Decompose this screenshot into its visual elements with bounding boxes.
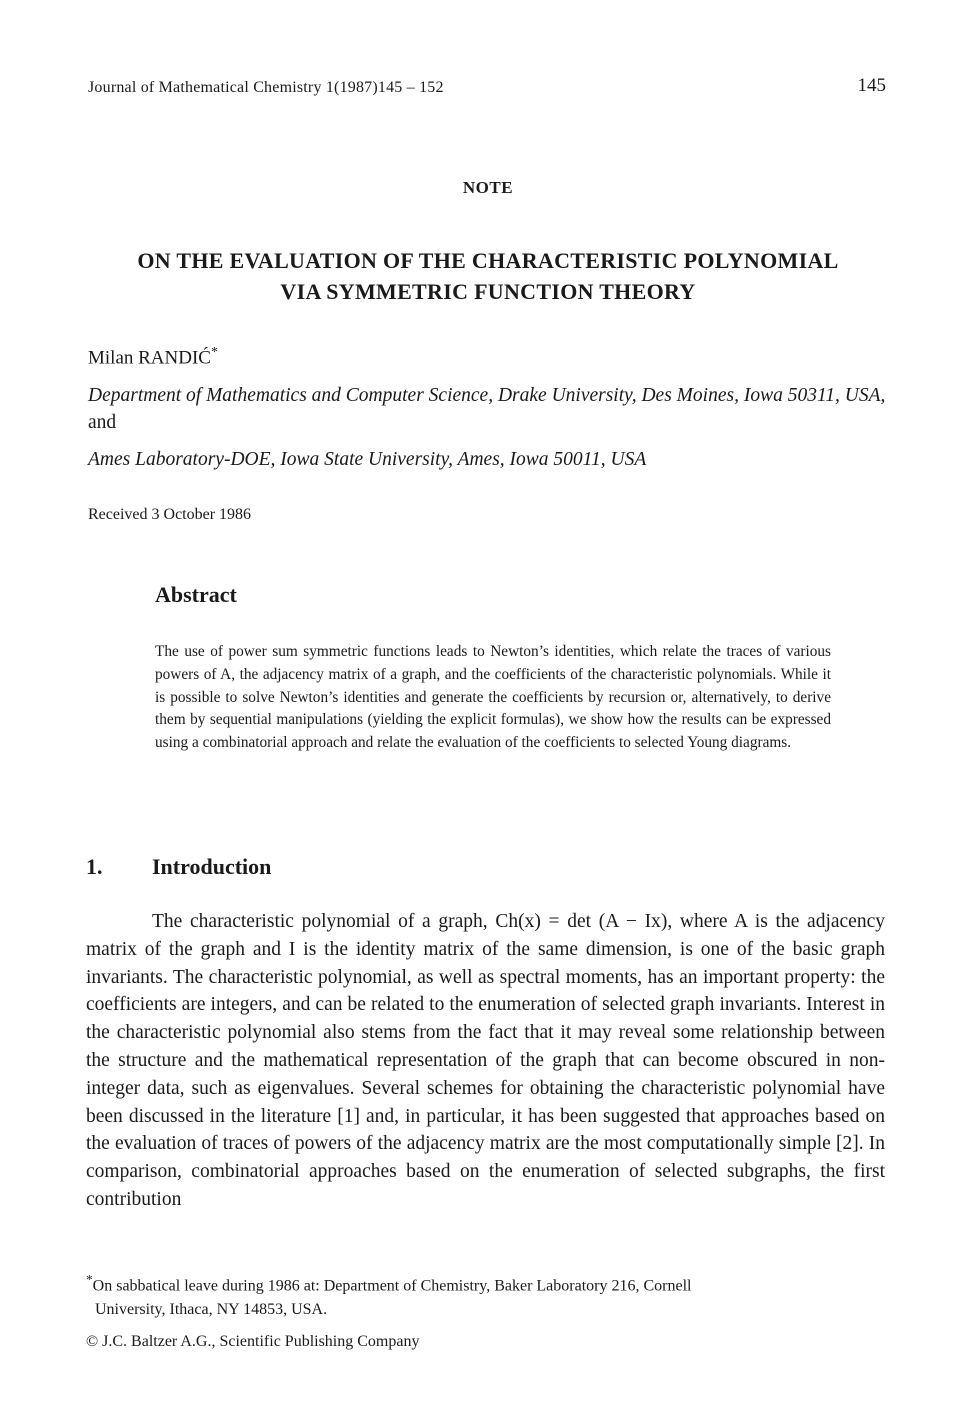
- footnote-line-2: University, Ithaca, NY 14853, USA.: [95, 1301, 328, 1319]
- affiliation-1: [88, 382, 888, 436]
- page-number: 145: [857, 75, 886, 96]
- author-footnote-mark: *: [210, 345, 218, 360]
- paper-title: [60, 245, 916, 307]
- title-line-1: ON THE EVALUATION OF THE CHARACTERISTIC POLYNOMIAL: [137, 248, 839, 273]
- received-date: Received 3 October 1986: [88, 506, 252, 523]
- section-title: Introduction: [152, 854, 272, 879]
- section-number: 1.: [86, 854, 103, 879]
- author: [88, 345, 218, 369]
- running-head: Journal of Mathematical Chemistry 1(1987)145 – 152: [88, 79, 444, 96]
- introduction-paragraph: The characteristic polynomial of a graph, Ch(x) = det (A − Ix), where A is the adjacency matrix of the graph and I is the identity matrix of the same dimension, is one of the basic graph invariants. The characteristic polynomial, as well as spectral moments, has an important property: the coefficients are integers, and can be related to the enumeration of selected graph invariants. Interest in the characteristic polynomial also stems from the fact that it may reveal some relationship between the structure and the mathematical representation of the graph that can become obscured in non-integer data, such as eigenvalues. Several schemes for obtaining the characteristic polynomial have been discussed in the literature [1] and, in particular, it has been suggested that approaches based on the evaluation of traces of powers of the adjacency matrix are the most computationally simple [2]. In comparison, combinatorial approaches based on the enumeration of selected subgraphs, the first contribution: [86, 911, 885, 1210]
- affiliation-1-text: Department of Mathematics and Computer Science, Drake University, Des Moines, Iowa 50311, USA,: [88, 385, 886, 406]
- copyright: © J.C. Baltzer A.G., Scientific Publishing Company: [86, 1333, 420, 1350]
- footnote-mark: *: [86, 1272, 93, 1287]
- footnote: [86, 1268, 888, 1322]
- abstract-heading: Abstract: [155, 582, 237, 607]
- author-name: Milan RANDIĆ: [88, 347, 211, 369]
- note-label: NOTE: [462, 178, 514, 197]
- affiliation-2: Ames Laboratory-DOE, Iowa State University, Ames, Iowa 50011, USA: [88, 449, 647, 470]
- title-line-2: VIA SYMMETRIC FUNCTION THEORY: [280, 279, 696, 304]
- footnote-line-1: *On sabbatical leave during 1986 at: Department of Chemistry, Baker Laboratory 216, Cornell: [86, 1272, 692, 1295]
- affiliation-1-and: and: [88, 412, 117, 433]
- abstract-body: The use of power sum symmetric functions leads to Newton’s identities, which relate the traces of various powers of A, the adjacency matrix of a graph, and the coefficients of the characteristic polynomials. While it is possible to solve Newton’s identities and generate the coefficients by recursion or, alternatively, to derive them by sequential manipulations (yielding the explicit formulas), we show how the results can be expressed using a combinatorial approach and relate the evaluation of the coefficients to selected Young diagrams.: [155, 643, 831, 752]
